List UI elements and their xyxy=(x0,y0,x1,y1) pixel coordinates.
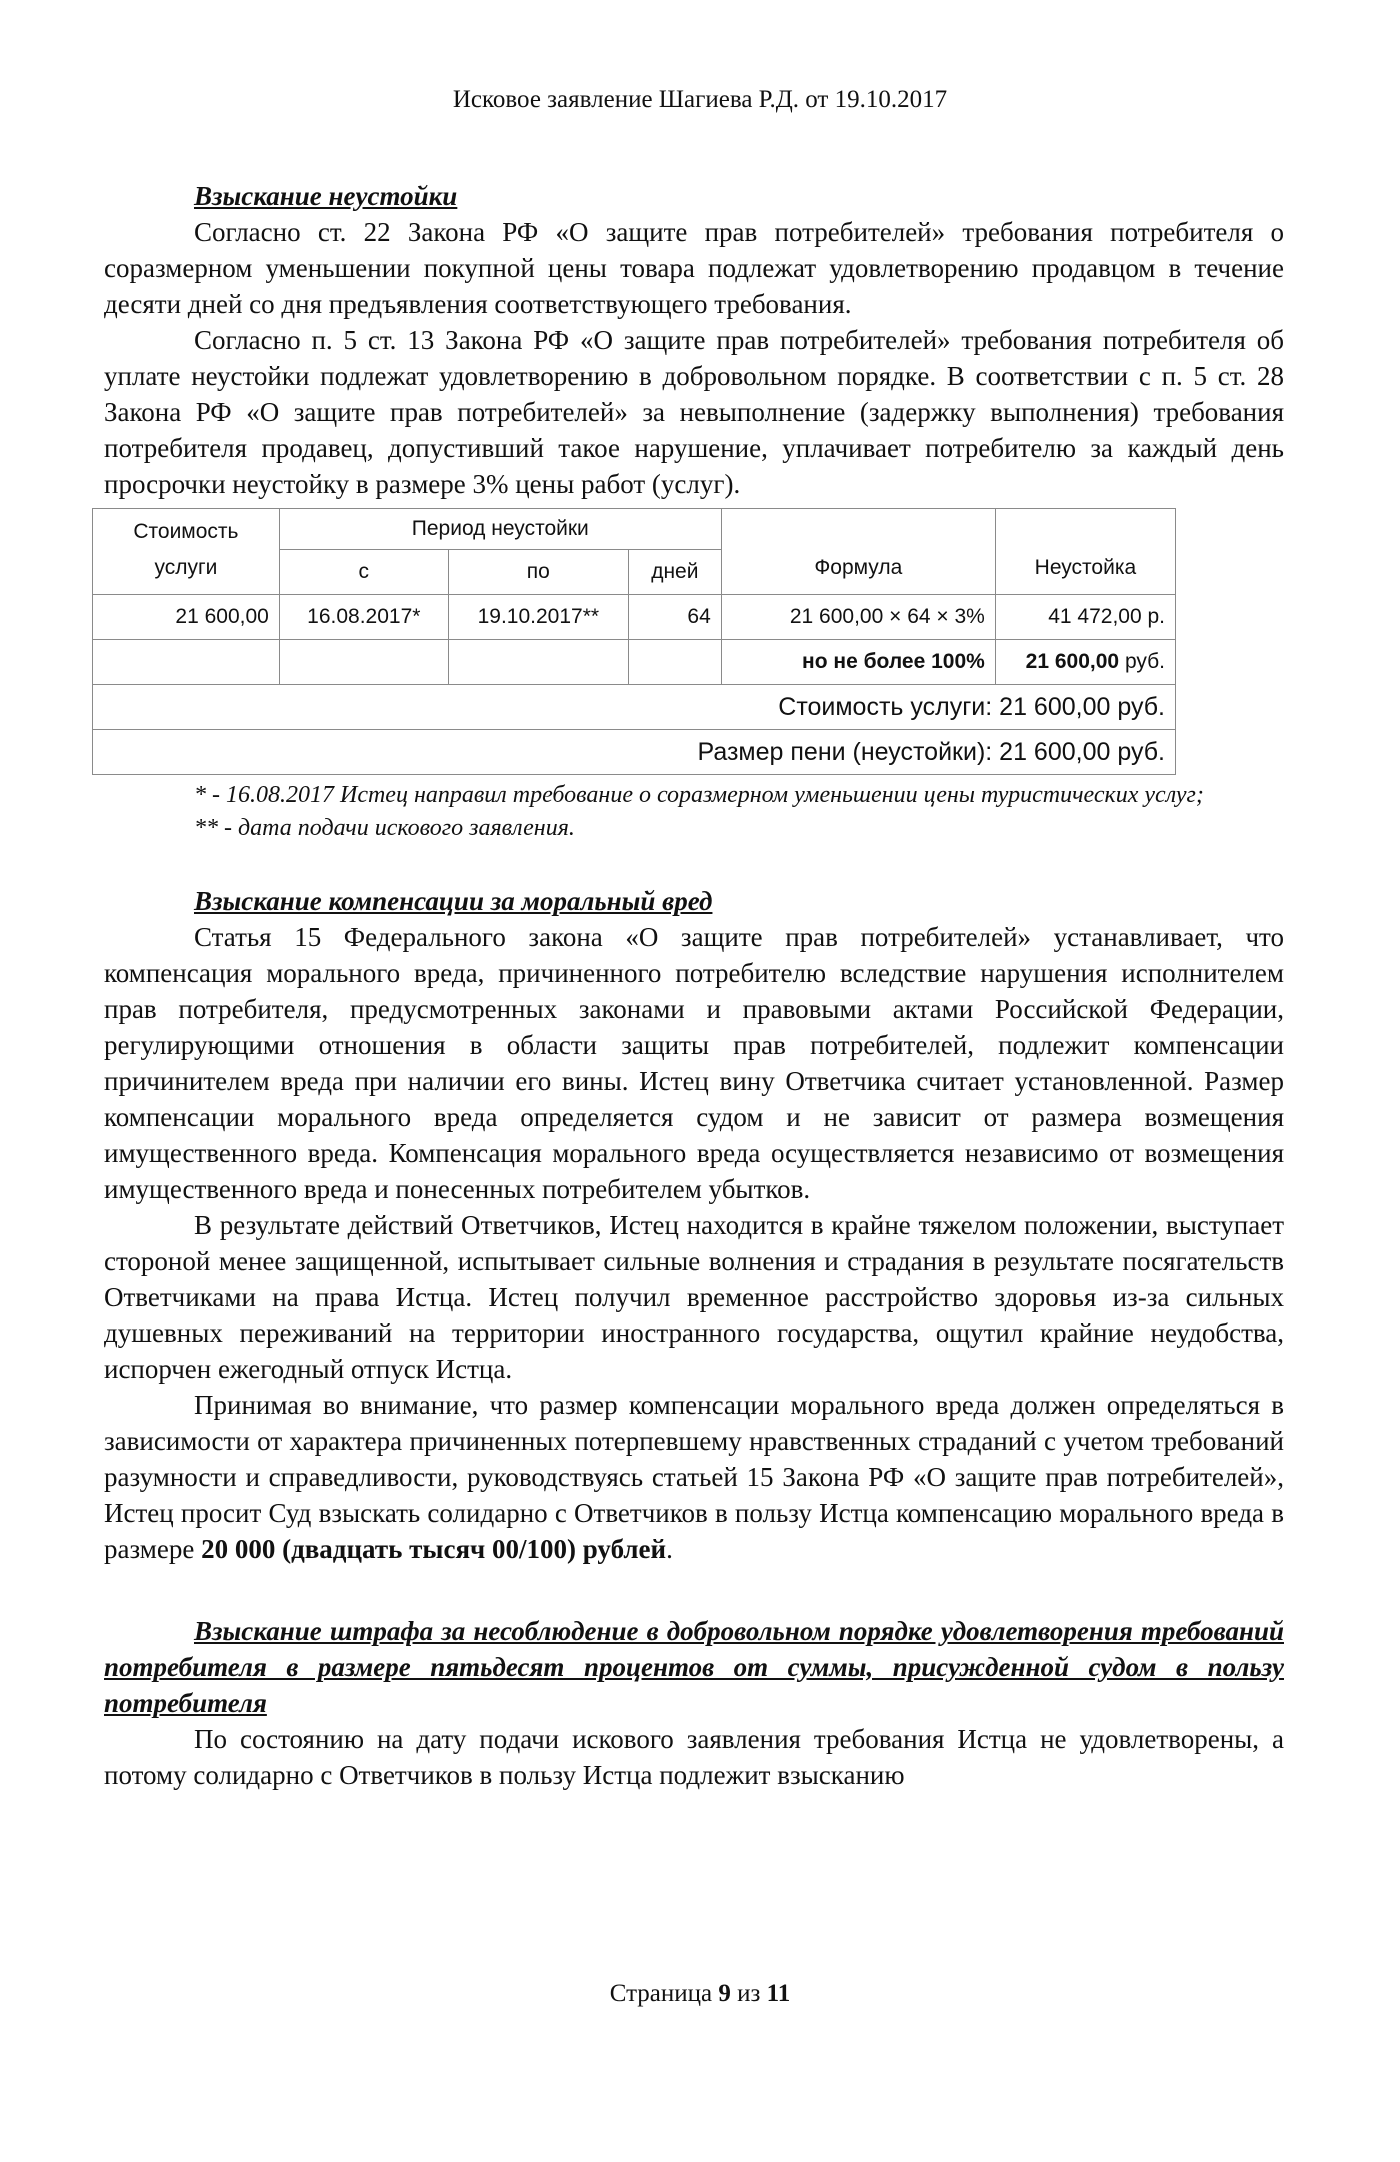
amount-bold: 20 000 (двадцать тысяч 00/100) рублей xyxy=(201,1534,667,1564)
document-body xyxy=(104,178,1284,1793)
header-to: по xyxy=(448,550,628,595)
paragraph: Согласно п. 5 ст. 13 Закона РФ «О защите прав потребителей» требования потребителя об уплате неустойки подлежат удовлетворению в добровольном порядке. В соответствии с п. 5 ст. 28 Закона РФ «О защите прав потребителей» за невыполнение (задержку выполнения) требования потребителя продавец, допустивший такое нарушение, уплачивает потребителю за каждый день просрочки неустойку в размере 3% цены работ (услуг). xyxy=(104,325,1284,499)
header-period: Период неустойки xyxy=(279,509,721,550)
section-heading-fine: Взыскание штрафа за несоблюдение в добровольном порядке удовлетворения требований потребителя в размере пятьдесят процентов от суммы, присужденной судом в пользу потребителя xyxy=(104,1616,1284,1718)
header-days: дней xyxy=(628,550,721,595)
section-heading-moral-damage: Взыскание компенсации за моральный вред xyxy=(194,886,713,916)
header-from: с xyxy=(279,550,448,595)
total-cost: Стоимость услуги: 21 600,00 руб. xyxy=(93,685,1176,730)
penalty-table xyxy=(92,508,1176,775)
page-footer: Страница 9 из 11 xyxy=(609,1980,791,2007)
footnote-2: ** - дата подачи искового заявления. xyxy=(194,815,575,841)
header-formula: Формула xyxy=(721,509,995,595)
cell-cost: 21 600,00 xyxy=(93,595,280,640)
page-number: 9 xyxy=(718,1980,731,2007)
page-total: 11 xyxy=(766,1980,791,2007)
cell-formula: 21 600,00 × 64 × 3% xyxy=(721,595,995,640)
cell-days: 64 xyxy=(628,595,721,640)
cell-from: 16.08.2017* xyxy=(279,595,448,640)
page-header: Исковое заявление Шагиева Р.Д. от 19.10.2017 xyxy=(452,86,948,113)
table-row-limit xyxy=(93,640,1176,685)
footnote-1: * - 16.08.2017 Истец направил требование о соразмерном уменьшении цены туристических услуг; xyxy=(194,782,1204,808)
cell-limit-label: но не более 100% xyxy=(721,640,995,685)
header-penalty: Неустойка xyxy=(995,509,1175,595)
cell-limit-value xyxy=(995,640,1175,685)
header-cost: Стоимость услуги xyxy=(93,509,280,595)
paragraph: В результате действий Ответчиков, Истец находится в крайне тяжелом положении, выступает стороной менее защищенной, испытывает сильные волнения и страдания в результате посягательств Ответчиками на права Истца. Истец получил временное расстройство здоровья из-за сильных душевных переживаний на территории иностранного государства, ощутил крайние неудобства, испорчен ежегодный отпуск Истца. xyxy=(104,1210,1284,1384)
section-heading-penalty: Взыскание неустойки xyxy=(194,181,458,211)
paragraph: Статья 15 Федерального закона «О защите прав потребителей» устанавливает, что компенсация морального вреда, причиненного потребителю вследствие нарушения исполнителем прав потребителя, предусмотренных законами и правовыми актами Российской Федерации, регулирующими отношения в области защиты прав потребителей, подлежит компенсации причинителем вреда при наличии его вины. Истец вину Ответчика считает установленной. Размер компенсации морального вреда определяется судом и не зависит от размера возмещения имущественного вреда. Компенсация морального вреда осуществляется независимо от возмещения имущественного вреда и понесенных потребителем убытков. xyxy=(104,922,1284,1204)
cell-penalty: 41 472,00 р. xyxy=(995,595,1175,640)
limit-value: 21 600,00 xyxy=(1025,650,1120,673)
paragraph: По состоянию на дату подачи искового заявления требования Истца не удовлетворены, а потому солидарно с Ответчиков в пользу Истца подлежит взысканию xyxy=(104,1724,1284,1790)
total-penalty: Размер пени (неустойки): 21 600,00 руб. xyxy=(93,730,1176,775)
table-row xyxy=(93,595,1176,640)
paragraph: Принимая во внимание, что размер компенсации морального вреда должен определяться в зависимости от характера причиненных потерпевшему нравственных страданий с учетом требований разумности и справедливости, руководствуясь статьей 15 Закона РФ «О защите прав потребителей», Истец просит Суд взыскать солидарно с Ответчиков в пользу Истца компенсацию морального вреда в размере 20 000 (двадцать тысяч 00/100) рублей. xyxy=(104,1390,1284,1564)
limit-unit: руб. xyxy=(1119,650,1165,673)
cell-to: 19.10.2017** xyxy=(448,595,628,640)
paragraph: Согласно ст. 22 Закона РФ «О защите прав потребителей» требования потребителя о соразмерном уменьшении покупной цены товара подлежат удовлетворению продавцом в течение десяти дней со дня предъявления соответствующего требования. xyxy=(104,217,1284,319)
